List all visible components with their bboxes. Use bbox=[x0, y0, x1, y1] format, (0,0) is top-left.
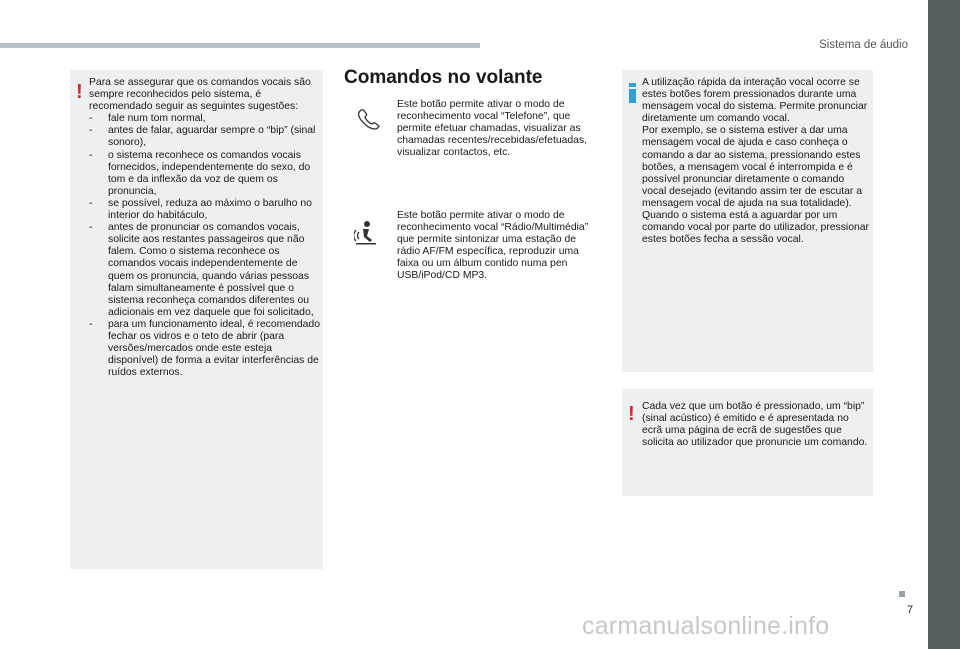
watermark: carmanualsonline.info bbox=[582, 612, 830, 640]
voice-command-icon bbox=[354, 219, 378, 247]
list-item: - antes de pronunciar os comandos vocais, solicite aos restantes passageiros que não falem. Como o sistema reconhece os comandos vocais independentemente de quem os pronuncia, quando várias pessoas falam simultaneamente é possível que o sistema reconheça comandos diferentes ou adicionais em vez daquele que foi solicitado, bbox=[89, 222, 314, 318]
info-box bbox=[622, 70, 873, 372]
phone-icon bbox=[356, 108, 384, 132]
page-marker bbox=[899, 591, 905, 597]
warning-icon: ! bbox=[76, 81, 83, 103]
beep-warning-text: Cada vez que um botão é pressionado, um “bip” (sinal acústico) é emitido e é apresentada no ecrã uma página de ecrã de sugestões que solicita ao utilizador que pronuncie um comando. bbox=[642, 401, 868, 449]
list-item: - antes de falar, aguardar sempre o “bip” (sinal sonoro), bbox=[89, 125, 316, 149]
list-item: - se possível, reduza ao máximo o barulho no interior do habitáculo, bbox=[89, 197, 312, 222]
page-number: 7 bbox=[907, 604, 914, 616]
page-heading: Comandos no volante bbox=[344, 67, 543, 88]
info-text: A utilização rápida da interação vocal ocorre se estes botões forem pressionados durante uma mensagem vocal do sistema. Permite pronunciar diretamente um comando vocal. Por exemplo, se o sistema estiver a dar uma mensagem vocal de ajuda e caso conheça o comando a dar ao sistema, pressionando estes botões, a mensagem vocal é interrompida e é possível pronunciar diretamente o comando vocal desejado (evitando assim ter de escutar a mensagem vocal de ajuda na sua totalidade). Quando o sistema está a aguardar por um comando vocal por parte do utilizador, pressionar estes botões fecha a sessão vocal. bbox=[642, 77, 869, 246]
top-rule bbox=[0, 43, 480, 48]
list-item: - fale num tom normal, bbox=[89, 113, 206, 125]
chapter-sidebar bbox=[928, 0, 960, 649]
tips-intro: Para se assegurar que os comandos vocais são sempre reconhecidos pelo sistema, é recomendado seguir as seguintes sugestões: bbox=[89, 77, 311, 113]
list-item: - para um funcionamento ideal, é recomendado fechar os vidros e o teto de abrir (para versões/mercados onde este esteja disponível) de forma a evitar interferências de ruídos externos. bbox=[89, 318, 320, 379]
tips-text bbox=[89, 77, 321, 379]
warning-icon: ! bbox=[628, 403, 635, 425]
list-item: - o sistema reconhece os comandos vocais fornecidos, independentemente do sexo, do tom e da inflexão da voz de quem os pronuncia, bbox=[89, 149, 311, 197]
section-title: Sistema de áudio bbox=[819, 39, 908, 51]
phone-button-description: Este botão permite ativar o modo de reconhecimento vocal “Telefone”, que permite efetuar chamadas, visualizar as chamadas recentes/recebidas/efetuadas, visualizar contactos, etc. bbox=[397, 99, 588, 159]
voice-button-description: Este botão permite ativar o modo de reconhecimento vocal “Rádio/Multimédia” que permite sintonizar uma estação de rádio AF/FM específica, reproduzir uma faixa ou um álbum contido numa pen USB/iPod/CD MP3. bbox=[397, 210, 589, 282]
tips-box bbox=[70, 70, 323, 569]
beep-warning-box bbox=[622, 389, 873, 496]
info-icon bbox=[629, 83, 636, 103]
tips-list bbox=[89, 113, 321, 379]
